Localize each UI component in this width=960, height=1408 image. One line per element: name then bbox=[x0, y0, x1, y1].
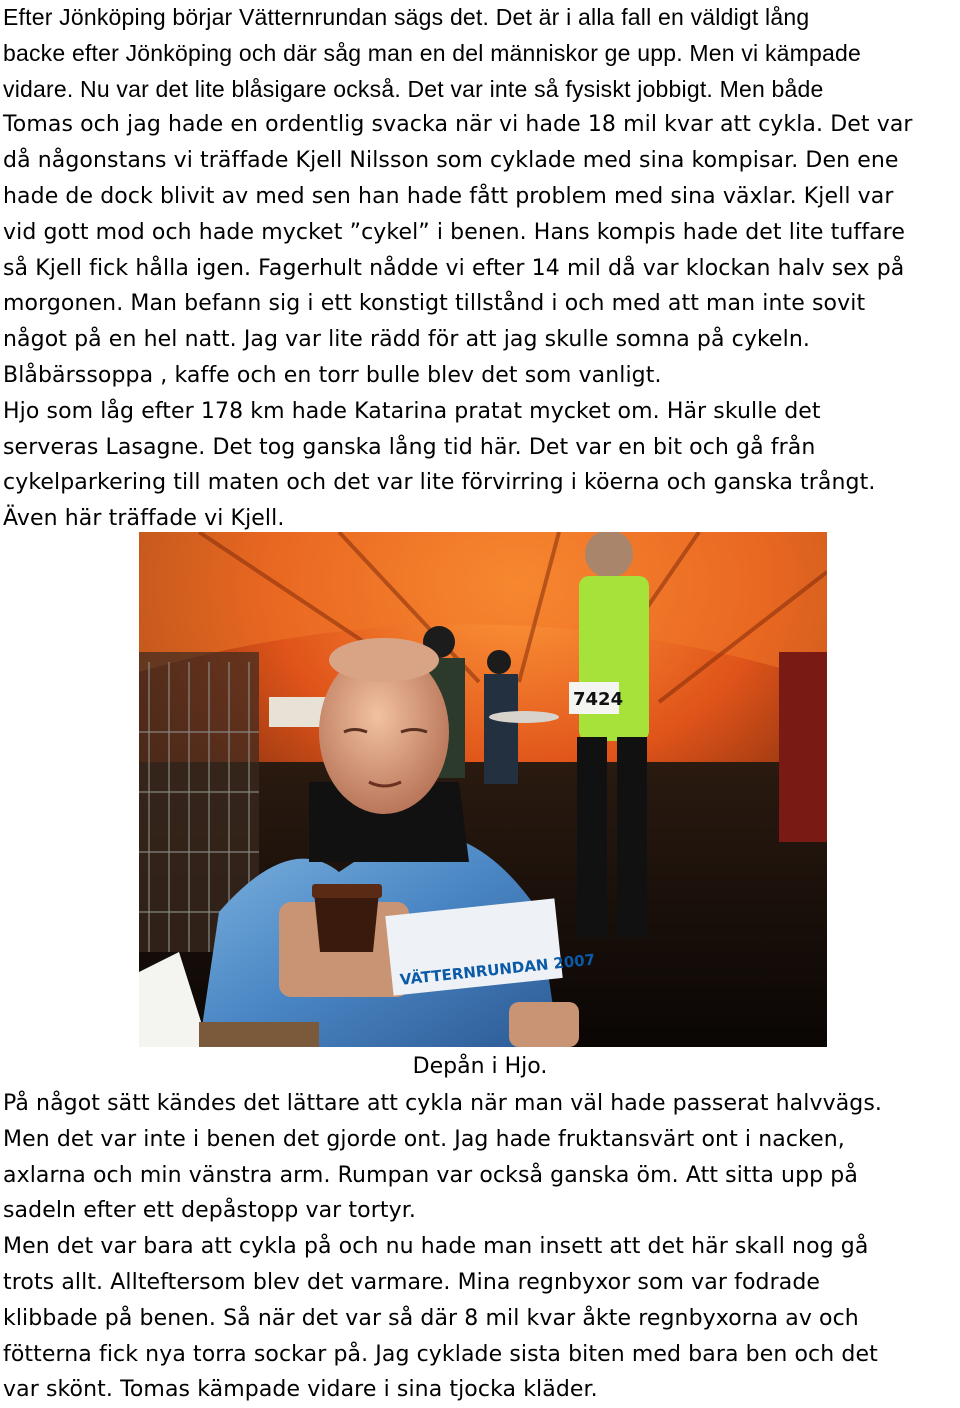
text-line: hade de dock blivit av med sen han hade fått problem med sina växlar. Kjell var bbox=[3, 183, 894, 209]
text-line: På något sätt kändes det lättare att cykla när man väl hade passerat halvvägs. bbox=[3, 1091, 883, 1116]
text-line: vidare. Nu var det lite blåsigare också. Det var inte så fysiskt jobbigt. Men både bbox=[3, 75, 824, 102]
photo-caption: Depån i Hjo. bbox=[412, 1054, 548, 1079]
text-line: serveras Lasagne. Det tog ganska lång tid här. Det var en bit och gå från bbox=[3, 434, 816, 460]
text-line: vid gott mod och hade mycket ”cykel” i benen. Hans kompis hade det lite tuffare bbox=[3, 219, 905, 245]
text-line: Även här träffade vi Kjell. bbox=[3, 506, 285, 532]
text-line: Efter Jönköping börjar Vätternrundan sägs det. Det är i alla fall en väldigt lång bbox=[3, 4, 810, 30]
outro-paragraph bbox=[3, 1086, 956, 1408]
text-line: då någonstans vi träffade Kjell Nilsson som cyklade med sina kompisar. Den ene bbox=[3, 148, 899, 174]
text-line: Blåbärssoppa , kaffe och en torr bulle blev det som vanligt. bbox=[3, 362, 662, 388]
text-line: trots allt. Allteftersom blev det varmare. Mina regnbyxor som var fodrade bbox=[3, 1269, 821, 1295]
depot-photo bbox=[139, 532, 827, 1047]
text-line: Hjo som låg efter 178 km hade Katarina pratat mycket om. Här skulle det bbox=[3, 398, 821, 424]
text-line: fötterna fick nya torra sockar på. Jag cyklade sista biten med bara ben och det bbox=[3, 1341, 878, 1367]
text-line: så Kjell fick hålla igen. Fagerhult nådde vi efter 14 mil då var klockan halv sex på bbox=[3, 255, 905, 281]
text-line: axlarna och min vänstra arm. Rumpan var också ganska öm. Att sitta upp på bbox=[3, 1162, 858, 1188]
text-line: klibbade på benen. Så när det var så där 8 mil kvar åkte regnbyxorna av och bbox=[3, 1305, 859, 1331]
intro-paragraph bbox=[3, 0, 956, 537]
text-line: något på en hel natt. Jag var lite rädd för att jag skulle somna på cykeln. bbox=[3, 327, 811, 353]
text-line: morgonen. Man befann sig i ett konstigt tillstånd i och med att man inte sovit bbox=[3, 291, 866, 317]
text-line: var skönt. Tomas kämpade vidare i sina tjocka kläder. bbox=[3, 1377, 598, 1403]
text-line: Men det var bara att cykla på och nu hade man insett att det här skall nog gå bbox=[3, 1234, 869, 1260]
text-line: Men det var inte i benen det gjorde ont. Jag hade fruktansvärt ont i nacken, bbox=[3, 1126, 845, 1152]
text-line: cykelparkering till maten och det var lite förvirring i köerna och ganska trångt. bbox=[3, 470, 876, 496]
text-line: sadeln efter ett depåstopp var tortyr. bbox=[3, 1198, 416, 1224]
photo-illustration bbox=[139, 532, 827, 1047]
text-line: Tomas och jag hade en ordentlig svacka när vi hade 18 mil kvar att cykla. Det var bbox=[3, 112, 913, 138]
bib-number-7424: 7424 bbox=[573, 689, 624, 710]
bib-text: VÄTTERNRUNDAN 2007 bbox=[399, 950, 596, 989]
text-line: backe efter Jönköping och där såg man en del människor ge upp. Men vi kämpade bbox=[3, 39, 861, 66]
